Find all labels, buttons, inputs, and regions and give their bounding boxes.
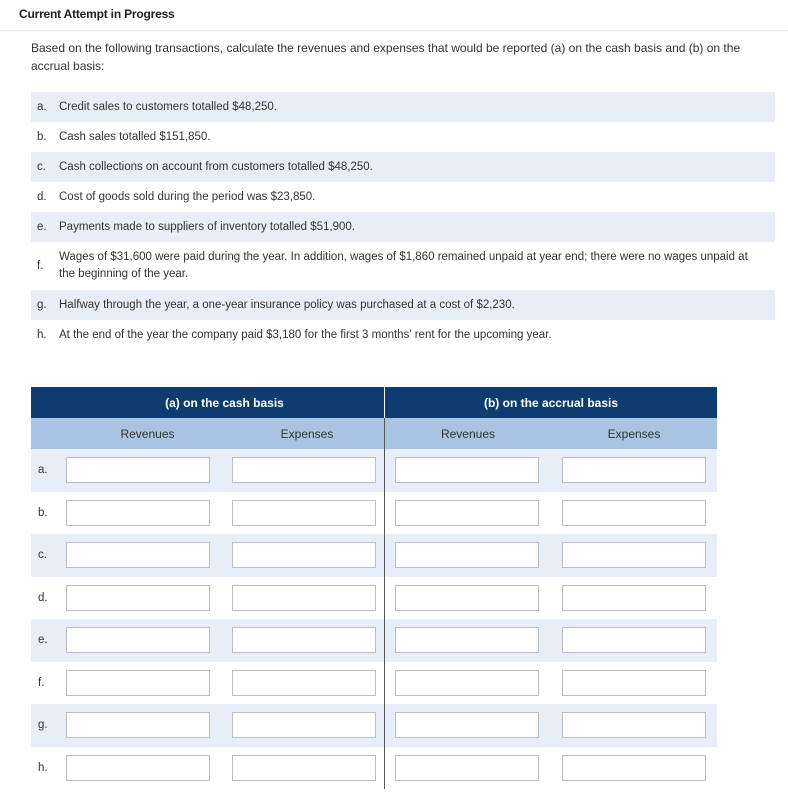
cash-revenues-input[interactable] — [66, 585, 210, 611]
answer-table — [31, 387, 717, 789]
accrual-expenses-input[interactable] — [562, 585, 706, 611]
cash-expenses-input[interactable] — [232, 500, 376, 526]
cash-revenues-input[interactable] — [66, 457, 210, 483]
table-row — [31, 577, 717, 620]
cash-revenues-input[interactable] — [66, 500, 210, 526]
page-header — [0, 0, 788, 31]
cash-expenses-input[interactable] — [232, 542, 376, 568]
transaction-letter: a. — [37, 101, 47, 113]
transaction-letter: f. — [37, 260, 44, 272]
accrual-revenues-input[interactable] — [395, 585, 539, 611]
cash-expenses-input[interactable] — [232, 670, 376, 696]
transaction-text: At the end of the year the company paid $3,180 for the first 3 months' rent for the upcoming year. — [59, 328, 552, 341]
transaction-text: Credit sales to customers totalled $48,250. — [59, 100, 277, 113]
row-label: h. — [38, 761, 48, 774]
transaction-text: Cash sales totalled $151,850. — [59, 130, 211, 143]
list-item — [31, 92, 775, 122]
row-label: b. — [38, 506, 48, 519]
row-label: f. — [38, 676, 45, 689]
accrual-expenses-input[interactable] — [562, 542, 706, 568]
table-row — [31, 619, 717, 662]
page-title: Current Attempt in Progress — [19, 7, 175, 21]
transaction-letter: b. — [37, 131, 47, 143]
accrual-revenues-input[interactable] — [395, 712, 539, 738]
cash-revenues-header: Revenues — [120, 426, 175, 441]
accrual-expenses-input[interactable] — [562, 755, 706, 781]
accrual-basis-header: (b) on the accrual basis — [483, 395, 619, 410]
row-label: d. — [38, 591, 48, 604]
accrual-revenues-input[interactable] — [395, 542, 539, 568]
cash-expenses-input[interactable] — [232, 457, 376, 483]
cash-revenues-input[interactable] — [66, 627, 210, 653]
accrual-revenues-input[interactable] — [395, 670, 539, 696]
accrual-revenues-input[interactable] — [395, 457, 539, 483]
row-label: a. — [38, 464, 48, 477]
transaction-letter: d. — [37, 191, 47, 203]
cash-expenses-input[interactable] — [232, 627, 376, 653]
list-item — [31, 182, 775, 212]
list-item — [31, 242, 775, 290]
accrual-revenues-input[interactable] — [395, 755, 539, 781]
row-label: e. — [38, 634, 48, 647]
question-intro: Based on the following transactions, calculate the revenues and expenses that would be reported (a) on the cash basis and (b) on the accrual basis: — [31, 41, 741, 73]
accrual-expenses-input[interactable] — [562, 627, 706, 653]
list-item — [31, 290, 775, 320]
transaction-text: Cost of goods sold during the period was $23,850. — [59, 190, 316, 203]
transaction-letter: c. — [37, 161, 46, 173]
row-label: g. — [38, 719, 48, 732]
cash-basis-header: (a) on the cash basis — [65, 387, 385, 418]
cash-expenses-input[interactable] — [232, 585, 376, 611]
transaction-text: Cash collections on account from customers totalled $48,250. — [59, 160, 373, 173]
list-item — [31, 122, 775, 152]
row-label: c. — [38, 549, 47, 562]
transaction-letter: g. — [37, 299, 47, 311]
cash-expenses-input[interactable] — [232, 755, 376, 781]
header-spacer — [31, 418, 65, 449]
list-item — [31, 152, 775, 182]
table-row — [31, 662, 717, 705]
accrual-expenses-input[interactable] — [562, 712, 706, 738]
transaction-text: Halfway through the year, a one-year insurance policy was purchased at a cost of $2,230. — [59, 298, 515, 311]
accrual-revenues-header: Revenues — [440, 426, 496, 441]
table-row — [31, 534, 717, 577]
accrual-expenses-header: Expenses — [607, 426, 661, 441]
cash-expenses-header: Expenses — [230, 418, 385, 449]
accrual-expenses-input[interactable] — [562, 457, 706, 483]
table-row — [31, 704, 717, 747]
cash-revenues-input[interactable] — [66, 712, 210, 738]
accrual-revenues-input[interactable] — [395, 627, 539, 653]
accrual-revenues-input[interactable] — [395, 500, 539, 526]
transaction-list — [31, 92, 775, 350]
transaction-letter: h. — [37, 329, 47, 341]
table-row — [31, 747, 717, 790]
transaction-letter: e. — [37, 221, 47, 233]
cash-revenues-input[interactable] — [66, 670, 210, 696]
cash-expenses-input[interactable] — [232, 712, 376, 738]
transaction-text: Wages of $31,600 were paid during the year. In addition, wages of $1,860 remained unpaid at year end; there were no wages unpaid at the beginning of the year. — [59, 251, 748, 280]
accrual-expenses-input[interactable] — [562, 500, 706, 526]
table-group-header — [31, 387, 717, 418]
accrual-expenses-input[interactable] — [562, 670, 706, 696]
table-row — [31, 449, 717, 492]
header-spacer — [31, 387, 65, 418]
table-row — [31, 492, 717, 535]
table-column-header — [31, 418, 717, 449]
transaction-text: Payments made to suppliers of inventory totalled $51,900. — [59, 220, 355, 233]
cash-revenues-input[interactable] — [66, 755, 210, 781]
cash-revenues-input[interactable] — [66, 542, 210, 568]
list-item — [31, 212, 775, 242]
list-item — [31, 320, 775, 350]
